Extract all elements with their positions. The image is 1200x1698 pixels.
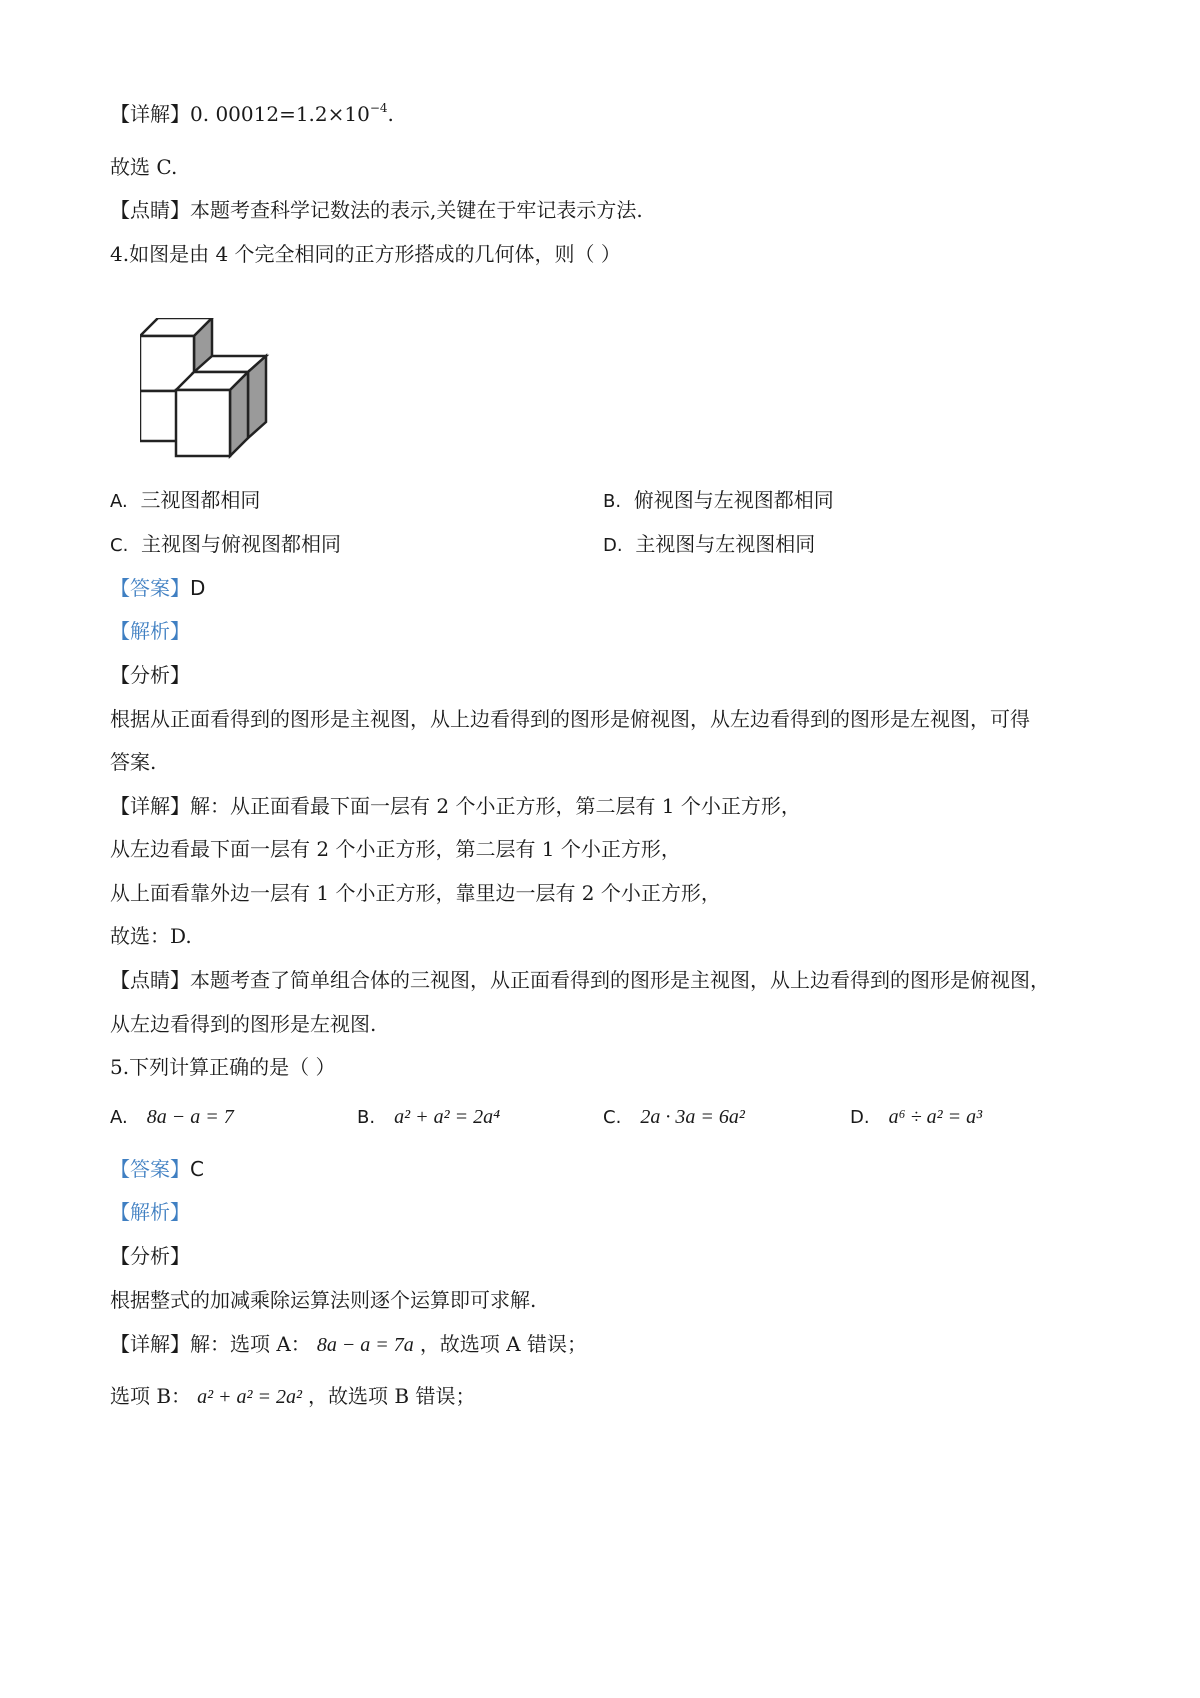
q4-stem: 4.如图是由 4 个完全相同的正方形搭成的几何体，则（ ） [110, 242, 621, 266]
answer-value: C [190, 1157, 204, 1181]
q4-answer-line [110, 574, 205, 602]
q4-fenxi-text-2: 答案. [110, 750, 157, 774]
option-letter: A. [110, 491, 128, 512]
q4-fenxi-text-1: 根据从正面看得到的图形是主视图，从上边看得到的图形是俯视图，从左边看得到的图形是左视图，可得 [110, 707, 1030, 731]
q4-detail-1: 【详解】解：从正面看最下面一层有 2 个小正方形，第二层有 1 个小正方形， [110, 794, 801, 818]
q3-detail-end: . [387, 102, 394, 126]
q5-fenxi-text: 根据整式的加减乘除运算法则逐个运算即可求解. [110, 1288, 537, 1312]
detail-suffix: ，故选项 A 错误； [419, 1332, 587, 1356]
q4-comment-1: 【点睛】本题考查了简单组合体的三视图，从正面看得到的图形是主视图，从上边看得到的图形是俯视图， [110, 968, 1050, 992]
answer-tag: 【答案】 [110, 1157, 190, 1181]
option-letter: D. [603, 535, 623, 556]
option-letter: C. [110, 535, 129, 556]
q4-analysis-tag: 【解析】 [110, 619, 190, 643]
option-text: 主视图与左视图相同 [635, 532, 816, 556]
q5-option-b [357, 1102, 500, 1132]
detail-prefix: 【详解】解：选项 A： [110, 1332, 311, 1356]
q4-option-d [603, 530, 815, 560]
detail-suffix: ，故选项 B 错误； [308, 1384, 476, 1408]
cube-front-face [176, 390, 230, 456]
q4-detail-2: 从左边看最下面一层有 2 个小正方形，第二层有 1 个小正方形， [110, 837, 681, 861]
q4-option-c [110, 530, 341, 560]
option-letter: B. [357, 1107, 376, 1128]
answer-tag: 【答案】 [110, 576, 190, 600]
detail-expression: 8a − a = 7a [316, 1334, 414, 1356]
q4-option-b [603, 486, 834, 516]
detail-expression: a² + a² = 2a² [197, 1386, 303, 1408]
option-expression: a² + a² = 2a⁴ [394, 1106, 501, 1128]
option-text: 俯视图与左视图都相同 [633, 488, 834, 512]
q4-comment-2: 从左边看得到的图形是左视图. [110, 1012, 377, 1036]
detail-tag: 【详解】 [110, 102, 190, 126]
q4-detail-4: 故选：D. [110, 924, 192, 948]
q4-option-a [110, 486, 260, 516]
q5-fenxi-tag: 【分析】 [110, 1244, 190, 1268]
q5-analysis-tag: 【解析】 [110, 1200, 190, 1224]
q3-comment: 【点睛】本题考查科学记数法的表示,关键在于牢记表示方法. [110, 198, 643, 222]
q4-fenxi-tag: 【分析】 [110, 663, 190, 687]
q5-option-d [850, 1102, 982, 1132]
option-letter: D. [850, 1107, 870, 1128]
q5-option-a [110, 1102, 234, 1132]
q5-answer-line [110, 1155, 204, 1183]
q5-detail-a [110, 1330, 587, 1359]
detail-prefix: 选项 B： [110, 1384, 192, 1408]
option-expression: a⁶ ÷ a² = a³ [888, 1106, 983, 1128]
q3-detail-exponent: −4 [369, 101, 388, 115]
answer-value: D [190, 576, 206, 600]
q5-detail-b [110, 1382, 475, 1411]
cube-stack-figure [140, 318, 290, 478]
option-letter: B. [603, 491, 622, 512]
q3-detail-line [110, 100, 394, 128]
cube-back-side [248, 356, 266, 438]
q3-detail-text: 0. 00012=1.2×10 [190, 102, 370, 126]
option-expression: 2a · 3a = 6a² [640, 1106, 745, 1128]
q4-detail-3: 从上面看靠外边一层有 1 个小正方形，靠里边一层有 2 个小正方形， [110, 881, 721, 905]
option-letter: C. [603, 1107, 622, 1128]
q5-stem: 5.下列计算正确的是（ ） [110, 1055, 336, 1079]
option-text: 三视图都相同 [140, 488, 261, 512]
option-expression: 8a − a = 7 [146, 1106, 234, 1128]
option-letter: A. [110, 1107, 128, 1128]
option-text: 主视图与俯视图都相同 [141, 532, 342, 556]
q5-option-c [603, 1102, 745, 1132]
q3-choose: 故选 C. [110, 155, 178, 179]
